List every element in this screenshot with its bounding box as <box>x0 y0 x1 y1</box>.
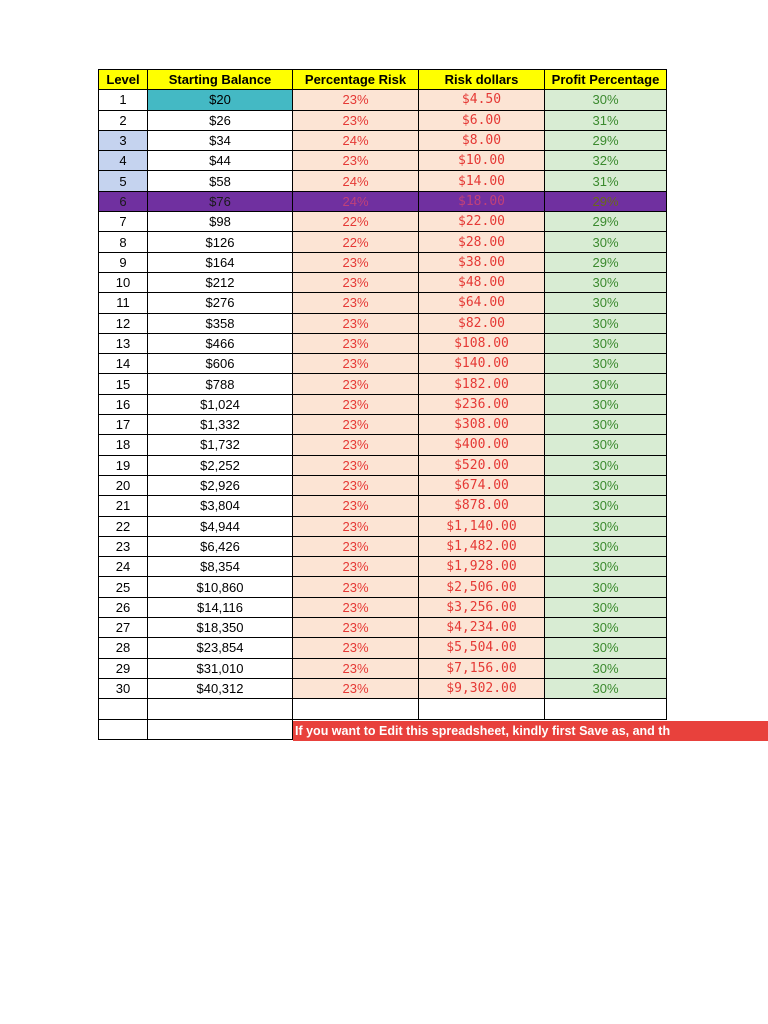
table-row <box>99 516 667 536</box>
empty-cell[interactable] <box>545 699 667 719</box>
starting-balance-cell[interactable]: $26 <box>148 110 293 130</box>
starting-balance-cell[interactable]: $466 <box>148 333 293 353</box>
risk-dollars-cell[interactable]: $108.00 <box>419 333 545 353</box>
table-row <box>99 232 667 252</box>
risk-dollars-cell[interactable]: $674.00 <box>419 475 545 495</box>
profit-percentage-cell[interactable]: 30% <box>545 415 667 435</box>
level-cell[interactable]: 21 <box>99 496 148 516</box>
percentage-risk-cell[interactable]: 23% <box>293 272 419 292</box>
level-cell[interactable]: 28 <box>99 638 148 658</box>
table-row <box>99 536 667 556</box>
risk-dollars-cell[interactable]: $520.00 <box>419 455 545 475</box>
starting-balance-cell[interactable]: $1,024 <box>148 394 293 414</box>
percentage-risk-cell[interactable]: 24% <box>293 191 419 211</box>
empty-cell[interactable] <box>99 719 148 739</box>
percentage-risk-cell[interactable]: 23% <box>293 110 419 130</box>
table-row <box>99 252 667 272</box>
starting-balance-cell[interactable]: $1,332 <box>148 415 293 435</box>
table-row <box>99 618 667 638</box>
table-row <box>99 415 667 435</box>
level-cell[interactable]: 30 <box>99 678 148 698</box>
level-cell[interactable]: 8 <box>99 232 148 252</box>
risk-dollars-cell[interactable]: $4.50 <box>419 90 545 110</box>
starting-balance-cell[interactable]: $1,732 <box>148 435 293 455</box>
percentage-risk-cell[interactable]: 23% <box>293 475 419 495</box>
empty-cell[interactable] <box>99 699 148 719</box>
spreadsheet-table <box>98 69 667 740</box>
table-row <box>99 394 667 414</box>
starting-balance-cell[interactable]: $2,252 <box>148 455 293 475</box>
level-cell[interactable]: 9 <box>99 252 148 272</box>
percentage-risk-cell[interactable]: 23% <box>293 374 419 394</box>
profit-percentage-cell[interactable]: 30% <box>545 374 667 394</box>
percentage-risk-cell[interactable]: 23% <box>293 333 419 353</box>
level-cell[interactable]: 22 <box>99 516 148 536</box>
table-row <box>99 110 667 130</box>
risk-dollars-cell[interactable]: $48.00 <box>419 272 545 292</box>
profit-percentage-cell[interactable]: 30% <box>545 435 667 455</box>
starting-balance-cell[interactable]: $44 <box>148 151 293 171</box>
profit-percentage-cell[interactable]: 30% <box>545 394 667 414</box>
table-row <box>99 90 667 110</box>
risk-dollars-cell[interactable]: $5,504.00 <box>419 638 545 658</box>
starting-balance-cell[interactable]: $358 <box>148 313 293 333</box>
starting-balance-cell[interactable]: $76 <box>148 191 293 211</box>
profit-percentage-cell[interactable]: 30% <box>545 536 667 556</box>
level-cell[interactable]: 6 <box>99 191 148 211</box>
starting-balance-cell[interactable]: $10,860 <box>148 577 293 597</box>
table-row <box>99 475 667 495</box>
risk-dollars-cell[interactable]: $28.00 <box>419 232 545 252</box>
risk-dollars-cell[interactable]: $8.00 <box>419 130 545 150</box>
starting-balance-cell[interactable]: $6,426 <box>148 536 293 556</box>
risk-dollars-cell[interactable]: $2,506.00 <box>419 577 545 597</box>
profit-percentage-cell[interactable]: 32% <box>545 151 667 171</box>
level-cell[interactable]: 10 <box>99 272 148 292</box>
starting-balance-cell[interactable]: $58 <box>148 171 293 191</box>
percentage-risk-cell[interactable]: 23% <box>293 415 419 435</box>
percentage-risk-cell[interactable]: 23% <box>293 516 419 536</box>
starting-balance-cell[interactable]: $40,312 <box>148 678 293 698</box>
table-row <box>99 130 667 150</box>
level-cell[interactable]: 5 <box>99 171 148 191</box>
table-row <box>99 455 667 475</box>
profit-percentage-cell[interactable]: 30% <box>545 293 667 313</box>
percentage-risk-cell[interactable]: 23% <box>293 151 419 171</box>
profit-percentage-cell[interactable]: 30% <box>545 232 667 252</box>
percentage-risk-cell[interactable]: 22% <box>293 232 419 252</box>
header-risk-dollars[interactable]: Risk dollars <box>419 70 545 90</box>
percentage-risk-cell[interactable]: 23% <box>293 394 419 414</box>
header-level[interactable]: Level <box>99 70 148 90</box>
level-cell[interactable]: 15 <box>99 374 148 394</box>
profit-percentage-cell[interactable]: 30% <box>545 272 667 292</box>
risk-dollars-cell[interactable]: $6.00 <box>419 110 545 130</box>
percentage-risk-cell[interactable]: 23% <box>293 90 419 110</box>
table-row <box>99 577 667 597</box>
empty-cell[interactable] <box>148 719 293 739</box>
level-cell[interactable]: 13 <box>99 333 148 353</box>
starting-balance-cell[interactable]: $14,116 <box>148 597 293 617</box>
starting-balance-cell[interactable]: $98 <box>148 212 293 232</box>
level-cell[interactable]: 1 <box>99 90 148 110</box>
risk-dollars-cell[interactable]: $4,234.00 <box>419 618 545 638</box>
level-cell[interactable]: 2 <box>99 110 148 130</box>
profit-percentage-cell[interactable]: 30% <box>545 496 667 516</box>
percentage-risk-cell[interactable]: 23% <box>293 496 419 516</box>
profit-percentage-cell[interactable]: 29% <box>545 191 667 211</box>
table-row <box>99 435 667 455</box>
header-profit-percentage[interactable]: Profit Percentage <box>545 70 667 90</box>
percentage-risk-cell[interactable]: 24% <box>293 130 419 150</box>
starting-balance-cell[interactable]: $606 <box>148 354 293 374</box>
risk-dollars-cell[interactable]: $18.00 <box>419 191 545 211</box>
level-cell[interactable]: 11 <box>99 293 148 313</box>
table-row <box>99 678 667 698</box>
level-cell[interactable]: 7 <box>99 212 148 232</box>
empty-cell[interactable] <box>419 699 545 719</box>
level-cell[interactable]: 12 <box>99 313 148 333</box>
risk-dollars-cell[interactable]: $3,256.00 <box>419 597 545 617</box>
level-cell[interactable]: 20 <box>99 475 148 495</box>
empty-row <box>99 699 667 719</box>
level-cell[interactable]: 23 <box>99 536 148 556</box>
risk-dollars-cell[interactable]: $64.00 <box>419 293 545 313</box>
risk-dollars-cell[interactable]: $1,482.00 <box>419 536 545 556</box>
empty-cell[interactable] <box>148 699 293 719</box>
risk-dollars-cell[interactable]: $7,156.00 <box>419 658 545 678</box>
starting-balance-cell[interactable]: $20 <box>148 90 293 110</box>
percentage-risk-cell[interactable]: 23% <box>293 455 419 475</box>
risk-dollars-cell[interactable]: $140.00 <box>419 354 545 374</box>
level-cell[interactable]: 29 <box>99 658 148 678</box>
profit-percentage-cell[interactable]: 30% <box>545 638 667 658</box>
level-cell[interactable]: 17 <box>99 415 148 435</box>
starting-balance-cell[interactable]: $788 <box>148 374 293 394</box>
profit-percentage-cell[interactable]: 31% <box>545 171 667 191</box>
risk-dollars-cell[interactable]: $14.00 <box>419 171 545 191</box>
risk-dollars-cell[interactable]: $182.00 <box>419 374 545 394</box>
profit-percentage-cell[interactable]: 30% <box>545 577 667 597</box>
percentage-risk-cell[interactable]: 23% <box>293 618 419 638</box>
header-starting-balance[interactable]: Starting Balance <box>148 70 293 90</box>
level-cell[interactable]: 16 <box>99 394 148 414</box>
profit-percentage-cell[interactable]: 29% <box>545 212 667 232</box>
percentage-risk-cell[interactable]: 23% <box>293 293 419 313</box>
starting-balance-cell[interactable]: $31,010 <box>148 658 293 678</box>
percentage-risk-cell[interactable]: 23% <box>293 658 419 678</box>
percentage-risk-cell[interactable]: 24% <box>293 171 419 191</box>
percentage-risk-cell[interactable]: 23% <box>293 577 419 597</box>
header-percentage-risk[interactable]: Percentage Risk <box>293 70 419 90</box>
table-row <box>99 212 667 232</box>
table-row <box>99 658 667 678</box>
risk-dollars-cell[interactable]: $38.00 <box>419 252 545 272</box>
starting-balance-cell[interactable]: $164 <box>148 252 293 272</box>
table-row <box>99 638 667 658</box>
risk-dollars-cell[interactable]: $22.00 <box>419 212 545 232</box>
table-row <box>99 191 667 211</box>
empty-cell[interactable] <box>293 699 419 719</box>
starting-balance-cell[interactable]: $23,854 <box>148 638 293 658</box>
percentage-risk-cell[interactable]: 23% <box>293 536 419 556</box>
level-cell[interactable]: 24 <box>99 557 148 577</box>
risk-dollars-cell[interactable]: $1,140.00 <box>419 516 545 536</box>
starting-balance-cell[interactable]: $34 <box>148 130 293 150</box>
risk-dollars-cell[interactable]: $1,928.00 <box>419 557 545 577</box>
risk-dollars-cell[interactable]: $878.00 <box>419 496 545 516</box>
level-cell[interactable]: 14 <box>99 354 148 374</box>
risk-dollars-cell[interactable]: $10.00 <box>419 151 545 171</box>
profit-percentage-cell[interactable]: 29% <box>545 252 667 272</box>
risk-dollars-cell[interactable]: $9,302.00 <box>419 678 545 698</box>
table-row <box>99 171 667 191</box>
level-cell[interactable]: 19 <box>99 455 148 475</box>
percentage-risk-cell[interactable]: 22% <box>293 212 419 232</box>
table-row <box>99 333 667 353</box>
percentage-risk-cell[interactable]: 23% <box>293 435 419 455</box>
starting-balance-cell[interactable]: $212 <box>148 272 293 292</box>
profit-percentage-cell[interactable]: 30% <box>545 90 667 110</box>
percentage-risk-cell[interactable]: 23% <box>293 354 419 374</box>
level-cell[interactable]: 26 <box>99 597 148 617</box>
profit-percentage-cell[interactable]: 30% <box>545 658 667 678</box>
header-row <box>99 70 667 90</box>
profit-percentage-cell[interactable]: 30% <box>545 333 667 353</box>
level-cell[interactable]: 18 <box>99 435 148 455</box>
level-cell[interactable]: 3 <box>99 130 148 150</box>
risk-dollars-cell[interactable]: $400.00 <box>419 435 545 455</box>
percentage-risk-cell[interactable]: 23% <box>293 252 419 272</box>
profit-percentage-cell[interactable]: 30% <box>545 557 667 577</box>
percentage-risk-cell[interactable]: 23% <box>293 313 419 333</box>
profit-percentage-cell[interactable]: 30% <box>545 455 667 475</box>
profit-percentage-cell[interactable]: 30% <box>545 597 667 617</box>
table-row <box>99 293 667 313</box>
profit-percentage-cell[interactable]: 30% <box>545 354 667 374</box>
table-row <box>99 496 667 516</box>
table-row <box>99 597 667 617</box>
profit-percentage-cell[interactable]: 30% <box>545 678 667 698</box>
percentage-risk-cell[interactable]: 23% <box>293 678 419 698</box>
profit-percentage-cell[interactable]: 30% <box>545 516 667 536</box>
starting-balance-cell[interactable]: $276 <box>148 293 293 313</box>
level-cell[interactable]: 4 <box>99 151 148 171</box>
percentage-risk-cell[interactable]: 23% <box>293 557 419 577</box>
table-row <box>99 313 667 333</box>
profit-percentage-cell[interactable]: 30% <box>545 475 667 495</box>
profit-percentage-cell[interactable]: 29% <box>545 130 667 150</box>
risk-dollars-cell[interactable]: $82.00 <box>419 313 545 333</box>
table-row <box>99 557 667 577</box>
starting-balance-cell[interactable]: $2,926 <box>148 475 293 495</box>
percentage-risk-cell[interactable]: 23% <box>293 638 419 658</box>
level-cell[interactable]: 25 <box>99 577 148 597</box>
table-row <box>99 151 667 171</box>
starting-balance-cell[interactable]: $3,804 <box>148 496 293 516</box>
profit-percentage-cell[interactable]: 30% <box>545 618 667 638</box>
starting-balance-cell[interactable]: $18,350 <box>148 618 293 638</box>
table-row <box>99 272 667 292</box>
table-row <box>99 354 667 374</box>
profit-percentage-cell[interactable]: 31% <box>545 110 667 130</box>
starting-balance-cell[interactable]: $126 <box>148 232 293 252</box>
risk-dollars-cell[interactable]: $308.00 <box>419 415 545 435</box>
level-cell[interactable]: 27 <box>99 618 148 638</box>
edit-notice-banner: If you want to Edit this spreadsheet, kindly first Save as, and th <box>293 721 768 741</box>
starting-balance-cell[interactable]: $4,944 <box>148 516 293 536</box>
profit-percentage-cell[interactable]: 30% <box>545 313 667 333</box>
table-row <box>99 374 667 394</box>
percentage-risk-cell[interactable]: 23% <box>293 597 419 617</box>
risk-dollars-cell[interactable]: $236.00 <box>419 394 545 414</box>
starting-balance-cell[interactable]: $8,354 <box>148 557 293 577</box>
